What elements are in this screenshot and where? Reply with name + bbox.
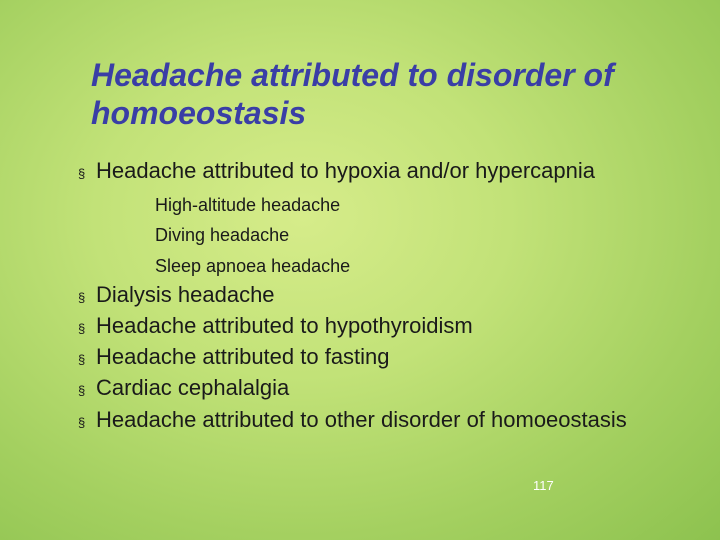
bullet-item-hypoxia bbox=[78, 158, 595, 184]
slide-title-line-2: homoeostasis bbox=[91, 95, 307, 131]
bullet-text: Dialysis headache bbox=[96, 282, 275, 307]
bullet-text: Cardiac cephalalgia bbox=[96, 375, 290, 400]
bullet-marker: § bbox=[78, 290, 86, 305]
bullet-marker: § bbox=[78, 352, 86, 367]
slide-title-line-1: Headache attributed to disorder of bbox=[91, 57, 614, 93]
bullet-item-other bbox=[78, 407, 627, 433]
bullet-marker: § bbox=[78, 166, 86, 181]
bullet-text: Headache attributed to hypothyroidism bbox=[96, 313, 473, 338]
bullet-marker: § bbox=[78, 321, 86, 336]
bullet-item-fasting bbox=[78, 344, 390, 370]
sub-item-sleep-apnoea: Sleep apnoea headache bbox=[155, 256, 351, 276]
bullet-item-hypothyroidism bbox=[78, 313, 473, 339]
sub-item-high-altitude: High-altitude headache bbox=[155, 195, 341, 215]
slide-title bbox=[91, 56, 691, 132]
page-number: 117 bbox=[533, 478, 554, 493]
bullet-item-cardiac bbox=[78, 375, 289, 401]
bullet-marker: § bbox=[78, 383, 86, 398]
bullet-text: Headache attributed to hypoxia and/or hypercapnia bbox=[96, 158, 596, 183]
sub-item-diving: Diving headache bbox=[155, 225, 290, 245]
bullet-marker: § bbox=[78, 415, 86, 430]
bullet-item-dialysis bbox=[78, 282, 275, 308]
bullet-text: Headache attributed to other disorder of homoeostasis bbox=[96, 407, 627, 432]
bullet-text: Headache attributed to fasting bbox=[96, 344, 390, 369]
